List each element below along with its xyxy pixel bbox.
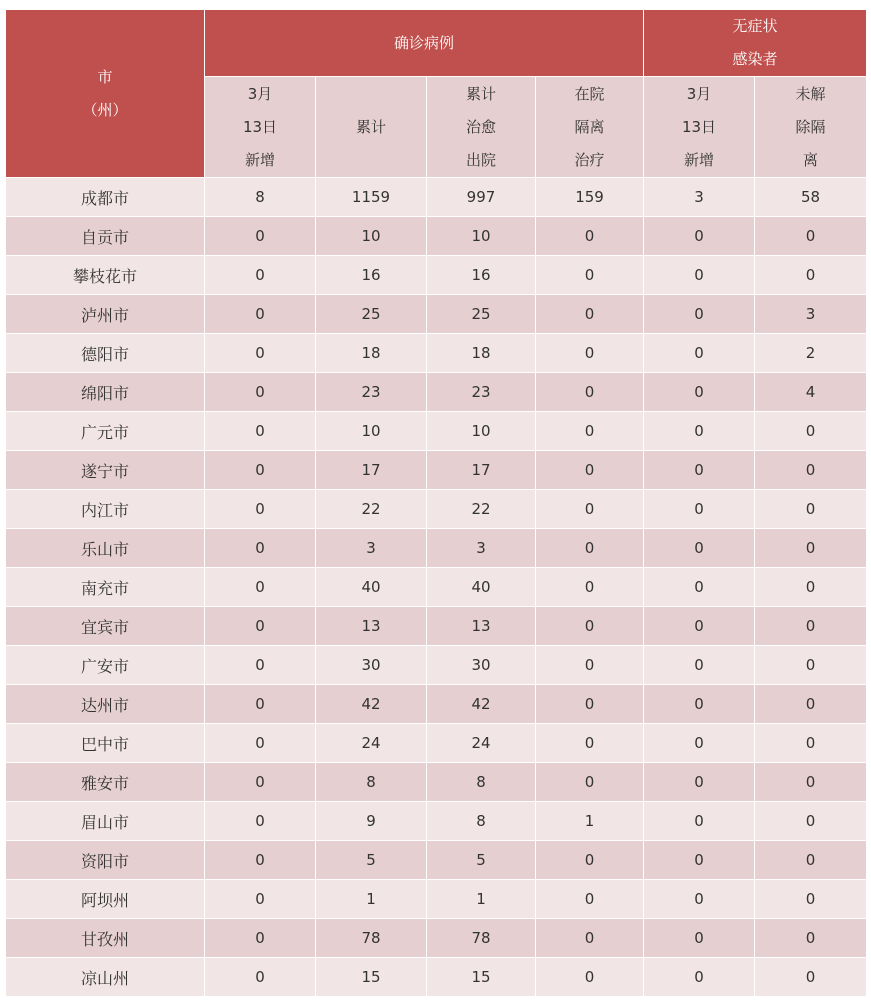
hospitalized-cell: 0	[536, 919, 644, 958]
table-row	[6, 958, 867, 997]
asym-new-cell: 0	[644, 295, 755, 334]
asym-isolated-cell: 0	[755, 568, 867, 607]
table-body	[6, 178, 867, 997]
new-confirmed-cell: 0	[205, 841, 316, 880]
hospitalized-cell: 0	[536, 841, 644, 880]
asym-new-cell: 0	[644, 451, 755, 490]
asym-new-cell: 0	[644, 334, 755, 373]
city-cell: 资阳市	[6, 841, 205, 880]
new-confirmed-cell: 0	[205, 373, 316, 412]
hospitalized-cell: 0	[536, 685, 644, 724]
new-confirmed-cell: 0	[205, 919, 316, 958]
col-header-line: 离	[803, 150, 819, 169]
asymptomatic-header-line: 无症状	[732, 17, 778, 35]
cured-cell: 8	[427, 763, 536, 802]
col-header-new-confirmed	[205, 77, 316, 178]
asym-isolated-cell: 4	[755, 373, 867, 412]
col-header-line: 新增	[684, 150, 715, 169]
cured-cell: 40	[427, 568, 536, 607]
col-header-line: 出院	[465, 150, 496, 169]
col-header-line: 在院	[574, 84, 605, 103]
asym-isolated-cell: 0	[755, 412, 867, 451]
new-confirmed-cell: 0	[205, 529, 316, 568]
city-header-line: （州）	[82, 100, 128, 119]
asym-isolated-cell: 3	[755, 295, 867, 334]
new-confirmed-cell: 0	[205, 763, 316, 802]
cured-cell: 1	[427, 880, 536, 919]
cured-cell: 22	[427, 490, 536, 529]
city-cell: 眉山市	[6, 802, 205, 841]
col-header-cured	[427, 77, 536, 178]
hospitalized-cell: 0	[536, 568, 644, 607]
total-confirmed-cell: 25	[316, 295, 427, 334]
asym-new-cell: 0	[644, 919, 755, 958]
cured-cell: 23	[427, 373, 536, 412]
city-cell: 乐山市	[6, 529, 205, 568]
asym-isolated-cell: 0	[755, 451, 867, 490]
city-cell: 达州市	[6, 685, 205, 724]
hospitalized-cell: 0	[536, 607, 644, 646]
asym-isolated-cell: 0	[755, 724, 867, 763]
asym-isolated-cell: 0	[755, 529, 867, 568]
new-confirmed-cell: 0	[205, 334, 316, 373]
col-header-line: 13日	[242, 117, 278, 136]
hospitalized-cell: 0	[536, 646, 644, 685]
city-cell: 自贡市	[6, 217, 205, 256]
table-row	[6, 841, 867, 880]
city-cell: 凉山州	[6, 958, 205, 997]
asym-new-cell: 0	[644, 880, 755, 919]
asym-isolated-cell: 0	[755, 880, 867, 919]
new-confirmed-cell: 0	[205, 607, 316, 646]
cured-cell: 3	[427, 529, 536, 568]
city-cell: 遂宁市	[6, 451, 205, 490]
city-column-header	[6, 10, 205, 178]
table-row	[6, 256, 867, 295]
total-confirmed-cell: 22	[316, 490, 427, 529]
asym-new-cell: 0	[644, 373, 755, 412]
total-confirmed-cell: 40	[316, 568, 427, 607]
hospitalized-cell: 0	[536, 490, 644, 529]
new-confirmed-cell: 0	[205, 568, 316, 607]
cured-cell: 997	[427, 178, 536, 217]
table-row	[6, 334, 867, 373]
total-confirmed-cell: 13	[316, 607, 427, 646]
asym-isolated-cell: 0	[755, 919, 867, 958]
asym-new-cell: 0	[644, 256, 755, 295]
col-header-line: 治疗	[574, 150, 605, 169]
hospitalized-cell: 0	[536, 529, 644, 568]
hospitalized-cell: 0	[536, 958, 644, 997]
asym-new-cell: 0	[644, 841, 755, 880]
col-header-line: 累计	[355, 117, 386, 136]
hospitalized-cell: 159	[536, 178, 644, 217]
hospitalized-cell: 0	[536, 295, 644, 334]
city-cell: 阿坝州	[6, 880, 205, 919]
total-confirmed-cell: 42	[316, 685, 427, 724]
hospitalized-cell: 0	[536, 412, 644, 451]
col-header-line: 3月	[686, 84, 712, 103]
new-confirmed-cell: 0	[205, 412, 316, 451]
table-row	[6, 880, 867, 919]
asym-new-cell: 3	[644, 178, 755, 217]
total-confirmed-cell: 78	[316, 919, 427, 958]
cured-cell: 5	[427, 841, 536, 880]
total-confirmed-cell: 9	[316, 802, 427, 841]
total-confirmed-cell: 8	[316, 763, 427, 802]
new-confirmed-cell: 0	[205, 490, 316, 529]
city-cell: 攀枝花市	[6, 256, 205, 295]
city-cell: 德阳市	[6, 334, 205, 373]
city-header-line: 市	[97, 67, 113, 86]
col-header-line: 13日	[681, 117, 717, 136]
hospitalized-cell: 0	[536, 373, 644, 412]
col-header-line: 治愈	[465, 117, 496, 136]
confirmed-group-header: 确诊病例	[205, 10, 644, 77]
header-row-top	[6, 10, 867, 77]
city-cell: 泸州市	[6, 295, 205, 334]
city-cell: 甘孜州	[6, 919, 205, 958]
cured-cell: 13	[427, 607, 536, 646]
asym-isolated-cell: 0	[755, 490, 867, 529]
hospitalized-cell: 0	[536, 256, 644, 295]
new-confirmed-cell: 8	[205, 178, 316, 217]
cured-cell: 15	[427, 958, 536, 997]
city-cell: 南充市	[6, 568, 205, 607]
city-cell: 内江市	[6, 490, 205, 529]
cured-cell: 25	[427, 295, 536, 334]
cured-cell: 8	[427, 802, 536, 841]
city-cell: 成都市	[6, 178, 205, 217]
col-header-total-confirmed	[316, 77, 427, 178]
new-confirmed-cell: 0	[205, 451, 316, 490]
table-row	[6, 217, 867, 256]
cured-cell: 42	[427, 685, 536, 724]
asym-new-cell: 0	[644, 490, 755, 529]
hospitalized-cell: 0	[536, 334, 644, 373]
new-confirmed-cell: 0	[205, 217, 316, 256]
city-cell: 绵阳市	[6, 373, 205, 412]
total-confirmed-cell: 18	[316, 334, 427, 373]
total-confirmed-cell: 16	[316, 256, 427, 295]
data-table-container	[5, 9, 866, 997]
col-header-line: 3月	[247, 84, 273, 103]
table-row	[6, 295, 867, 334]
table-row	[6, 607, 867, 646]
total-confirmed-cell: 3	[316, 529, 427, 568]
total-confirmed-cell: 17	[316, 451, 427, 490]
asym-new-cell: 0	[644, 607, 755, 646]
city-cell: 广元市	[6, 412, 205, 451]
city-cell: 雅安市	[6, 763, 205, 802]
asym-isolated-cell: 0	[755, 217, 867, 256]
new-confirmed-cell: 0	[205, 724, 316, 763]
new-confirmed-cell: 0	[205, 958, 316, 997]
asym-isolated-cell: 0	[755, 763, 867, 802]
asym-isolated-cell: 2	[755, 334, 867, 373]
cured-cell: 10	[427, 217, 536, 256]
hospitalized-cell: 0	[536, 724, 644, 763]
asym-isolated-cell: 0	[755, 802, 867, 841]
asym-new-cell: 0	[644, 763, 755, 802]
col-header-asym-new	[644, 77, 755, 178]
total-confirmed-cell: 30	[316, 646, 427, 685]
total-confirmed-cell: 5	[316, 841, 427, 880]
new-confirmed-cell: 0	[205, 880, 316, 919]
total-confirmed-cell: 10	[316, 217, 427, 256]
table-row	[6, 490, 867, 529]
col-header-line: 未解	[795, 84, 826, 103]
asym-isolated-cell: 0	[755, 607, 867, 646]
cured-cell: 78	[427, 919, 536, 958]
asym-new-cell: 0	[644, 412, 755, 451]
col-header-line: 累计	[465, 84, 496, 103]
asymptomatic-group-header	[644, 10, 867, 77]
city-cell: 广安市	[6, 646, 205, 685]
asym-new-cell: 0	[644, 646, 755, 685]
total-confirmed-cell: 1159	[316, 178, 427, 217]
new-confirmed-cell: 0	[205, 295, 316, 334]
table-row	[6, 685, 867, 724]
hospitalized-cell: 0	[536, 880, 644, 919]
asym-new-cell: 0	[644, 529, 755, 568]
asym-new-cell: 0	[644, 958, 755, 997]
cured-cell: 18	[427, 334, 536, 373]
total-confirmed-cell: 10	[316, 412, 427, 451]
asym-new-cell: 0	[644, 568, 755, 607]
table-row	[6, 802, 867, 841]
table-row	[6, 373, 867, 412]
table-row	[6, 919, 867, 958]
table-row	[6, 646, 867, 685]
table-row	[6, 568, 867, 607]
asym-isolated-cell: 0	[755, 646, 867, 685]
table-row	[6, 178, 867, 217]
cured-cell: 17	[427, 451, 536, 490]
asym-isolated-cell: 0	[755, 958, 867, 997]
hospitalized-cell: 1	[536, 802, 644, 841]
new-confirmed-cell: 0	[205, 802, 316, 841]
table-row	[6, 763, 867, 802]
city-cell: 宜宾市	[6, 607, 205, 646]
table-row	[6, 412, 867, 451]
col-header-hospitalized	[536, 77, 644, 178]
asym-new-cell: 0	[644, 217, 755, 256]
col-header-line: 新增	[244, 150, 275, 169]
city-cell: 巴中市	[6, 724, 205, 763]
cured-cell: 10	[427, 412, 536, 451]
hospitalized-cell: 0	[536, 763, 644, 802]
cured-cell: 16	[427, 256, 536, 295]
asym-isolated-cell: 0	[755, 685, 867, 724]
asym-new-cell: 0	[644, 685, 755, 724]
total-confirmed-cell: 23	[316, 373, 427, 412]
asym-isolated-cell: 0	[755, 841, 867, 880]
cured-cell: 30	[427, 646, 536, 685]
table-row	[6, 451, 867, 490]
col-header-line: 除隔	[795, 117, 826, 136]
hospitalized-cell: 0	[536, 451, 644, 490]
asym-isolated-cell: 0	[755, 256, 867, 295]
total-confirmed-cell: 24	[316, 724, 427, 763]
hospitalized-cell: 0	[536, 217, 644, 256]
table-row	[6, 724, 867, 763]
new-confirmed-cell: 0	[205, 256, 316, 295]
col-header-asym-isolated	[755, 77, 867, 178]
asymptomatic-header-line: 感染者	[732, 50, 778, 68]
asym-new-cell: 0	[644, 802, 755, 841]
new-confirmed-cell: 0	[205, 646, 316, 685]
asym-isolated-cell: 58	[755, 178, 867, 217]
epidemic-table	[5, 9, 867, 997]
new-confirmed-cell: 0	[205, 685, 316, 724]
asym-new-cell: 0	[644, 724, 755, 763]
total-confirmed-cell: 1	[316, 880, 427, 919]
cured-cell: 24	[427, 724, 536, 763]
table-row	[6, 529, 867, 568]
total-confirmed-cell: 15	[316, 958, 427, 997]
col-header-line: 隔离	[574, 117, 605, 136]
